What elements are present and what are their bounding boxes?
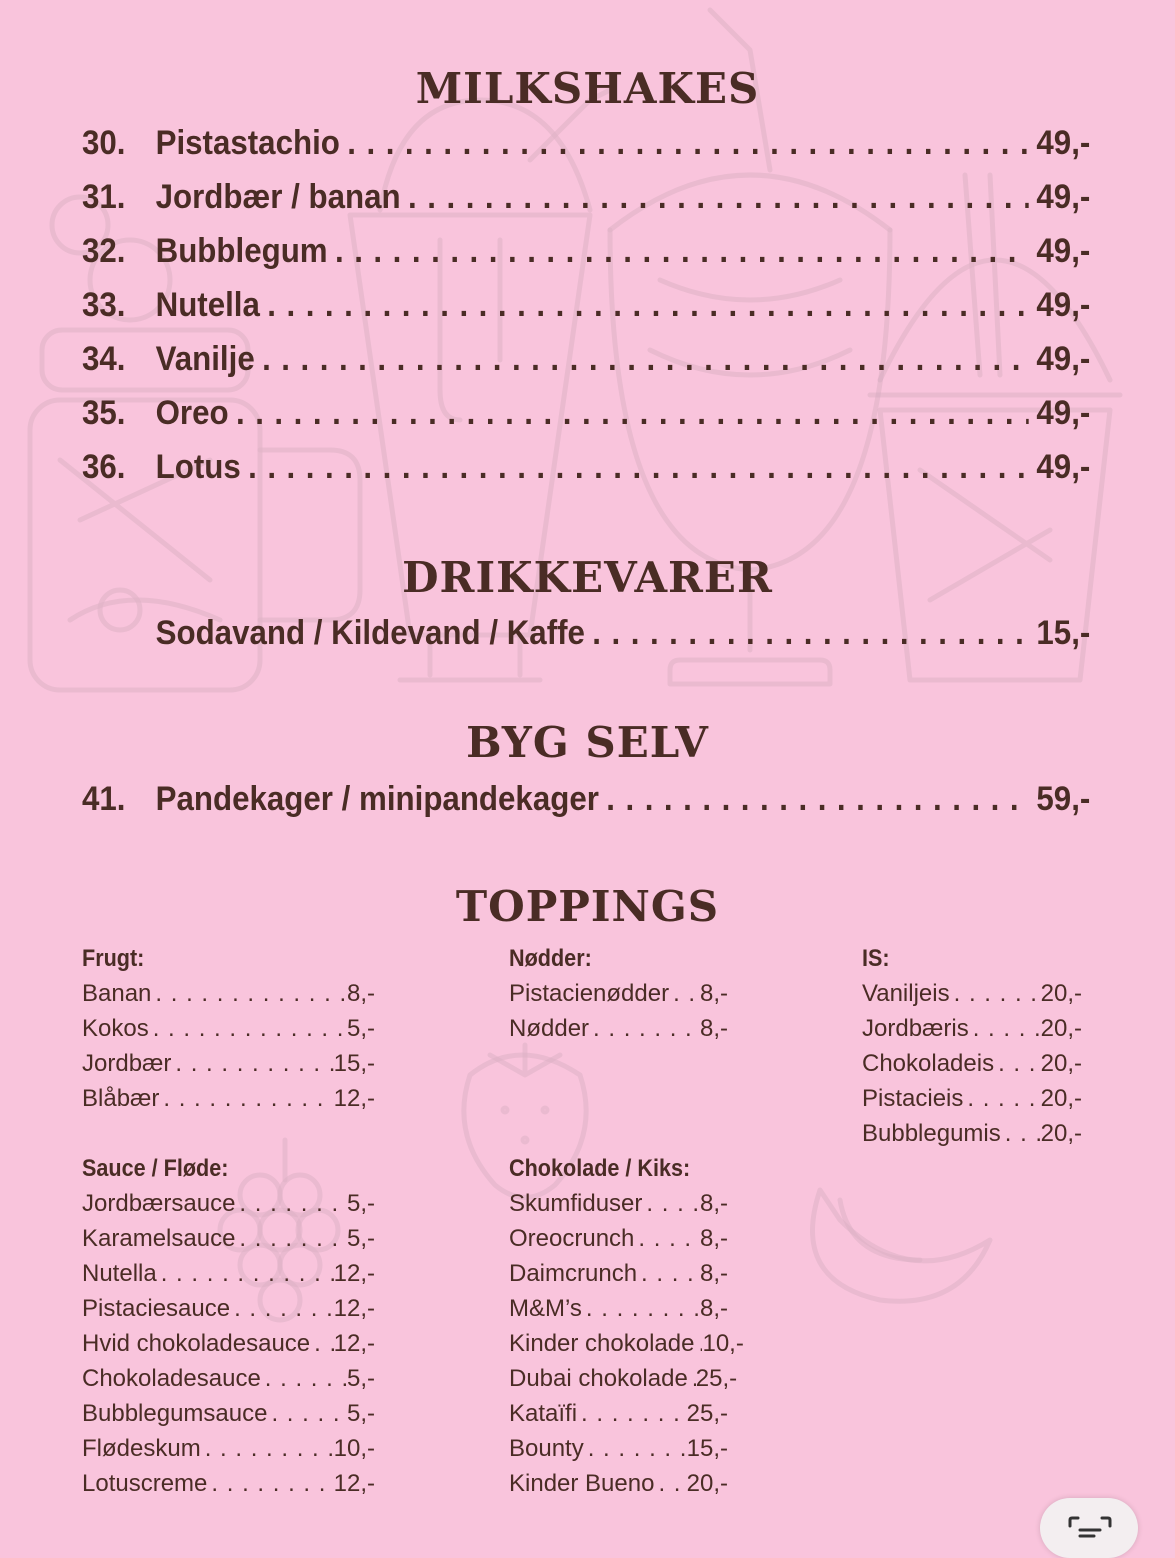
milkshakes-heading: MILKSHAKES (415, 64, 760, 113)
topping-price: 5,- (346, 1225, 375, 1252)
dot-leader (267, 278, 1029, 332)
topping-item (82, 1431, 375, 1466)
topping-price: 20,- (1040, 1085, 1082, 1112)
topping-list (509, 976, 728, 1046)
topping-item (82, 1081, 375, 1116)
topping-name: Chokoladesauce (82, 1365, 261, 1392)
topping-name: Jordbærsauce (82, 1190, 236, 1217)
dot-leader (963, 1081, 1040, 1116)
topping-list (82, 1186, 375, 1501)
topping-item (862, 1081, 1082, 1116)
topping-name: Bubblegumsauce (82, 1400, 268, 1427)
topping-price: 8,- (699, 1015, 728, 1042)
topping-name: Nutella (82, 1260, 157, 1287)
topping-name: Flødeskum (82, 1435, 201, 1462)
topping-price: 12,- (333, 1295, 375, 1322)
topping-item (509, 1431, 728, 1466)
toppings-noedder-group (509, 941, 728, 1046)
dot-leader (606, 772, 1029, 826)
dot-leader (248, 440, 1029, 494)
item-price: 49,- (1036, 394, 1091, 432)
topping-price: 5,- (346, 1400, 375, 1427)
dot-leader (230, 1291, 334, 1326)
item-price: 49,- (1036, 232, 1091, 270)
dot-leader (159, 1081, 333, 1116)
banana-icon (813, 1190, 991, 1301)
dot-leader (592, 606, 1029, 660)
topping-item (82, 1361, 375, 1396)
scan-text-icon (1068, 1516, 1112, 1546)
topping-name: Kinder Bueno (509, 1470, 655, 1497)
item-number: 41. (82, 780, 126, 818)
dot-leader (236, 386, 1029, 440)
item-price: 15,- (1036, 614, 1091, 652)
topping-price: 25,- (695, 1365, 738, 1392)
item-number: 32. (82, 232, 126, 270)
dot-leader (310, 1326, 334, 1361)
item-price: 59,- (1036, 780, 1091, 818)
topping-price: 20,- (1040, 1120, 1082, 1147)
topping-name: Dubai chokolade (509, 1365, 688, 1392)
topping-item (82, 1186, 375, 1221)
topping-item (509, 1466, 728, 1501)
item-price: 49,- (1036, 178, 1091, 216)
dot-leader (347, 116, 1029, 170)
topping-price: 12,- (333, 1470, 375, 1497)
topping-item (509, 1221, 728, 1256)
topping-name: Pistacieis (862, 1085, 964, 1112)
dot-leader (235, 1221, 347, 1256)
topping-name: Bubblegumis (862, 1120, 1001, 1147)
topping-name: Blåbær (82, 1085, 160, 1112)
topping-name: Bounty (509, 1435, 584, 1462)
topping-item (82, 1046, 375, 1081)
topping-item (82, 1221, 375, 1256)
item-name: Pandekager / minipandekager (155, 780, 599, 818)
topping-list (82, 976, 375, 1116)
menu-item (82, 170, 1090, 224)
dot-leader (408, 170, 1029, 224)
toppings-is-group (862, 941, 1082, 1151)
drikkevarer-list (82, 606, 1090, 660)
menu-item (82, 332, 1090, 386)
dot-leader (589, 1011, 700, 1046)
milkshakes-list (82, 116, 1090, 494)
topping-item (82, 1466, 375, 1501)
topping-name: Oreocrunch (509, 1225, 635, 1252)
topping-list (509, 1186, 744, 1501)
group-title: IS: (862, 945, 890, 972)
topping-name: Pistaciesauce (82, 1295, 231, 1322)
dot-leader (669, 976, 700, 1011)
dot-leader (969, 1011, 1041, 1046)
item-name: Sodavand / Kildevand / Kaffe (155, 614, 585, 652)
menu-item (82, 386, 1090, 440)
dot-leader (654, 1466, 686, 1501)
topping-item (509, 1396, 728, 1431)
topping-item (509, 1011, 728, 1046)
dot-leader (637, 1256, 700, 1291)
group-title: Frugt: (82, 945, 145, 972)
topping-item (82, 1011, 375, 1046)
topping-item (862, 976, 1082, 1011)
topping-price: 8,- (699, 1260, 728, 1287)
dot-leader (584, 1431, 687, 1466)
topping-item (509, 976, 728, 1011)
dot-leader (201, 1431, 334, 1466)
topping-list (862, 976, 1082, 1151)
topping-item (862, 1046, 1082, 1081)
item-price: 49,- (1036, 340, 1091, 378)
topping-price: 12,- (333, 1085, 375, 1112)
topping-item (862, 1011, 1082, 1046)
topping-price: 12,- (333, 1330, 375, 1357)
topping-price: 20,- (1040, 1015, 1082, 1042)
dot-leader (634, 1221, 700, 1256)
item-price: 49,- (1036, 286, 1091, 324)
item-number: 33. (82, 286, 126, 324)
topping-name: Kinder chokolade (509, 1330, 695, 1357)
dot-leader (950, 976, 1041, 1011)
topping-price: 20,- (1040, 980, 1082, 1007)
group-title: Sauce / Fløde: (82, 1155, 229, 1182)
dot-leader (577, 1396, 687, 1431)
item-name: Bubblegum (155, 232, 328, 270)
topping-price: 10,- (333, 1435, 375, 1462)
topping-item (82, 1326, 375, 1361)
dot-leader (642, 1186, 700, 1221)
topping-price: 20,- (686, 1470, 728, 1497)
item-price: 49,- (1036, 124, 1091, 162)
dot-leader (149, 1011, 347, 1046)
scan-text-button[interactable] (1040, 1498, 1138, 1558)
dot-leader (1001, 1116, 1041, 1151)
item-number: 34. (82, 340, 126, 378)
topping-price: 8,- (699, 1190, 728, 1217)
dot-leader (688, 1361, 696, 1396)
topping-name: Lotuscreme (82, 1470, 208, 1497)
byg-selv-heading: BYG SELV (466, 718, 709, 767)
topping-name: Karamelsauce (82, 1225, 236, 1252)
menu-item (82, 116, 1090, 170)
dot-leader (157, 1256, 334, 1291)
topping-price: 25,- (686, 1400, 728, 1427)
topping-name: Vaniljeis (862, 980, 950, 1007)
menu-item (82, 606, 1090, 660)
topping-price: 8,- (699, 980, 728, 1007)
dot-leader (335, 224, 1029, 278)
topping-name: Nødder (509, 1015, 590, 1042)
topping-item (82, 1256, 375, 1291)
topping-name: Pistacienødder (509, 980, 670, 1007)
topping-price: 12,- (333, 1260, 375, 1287)
menu-item (82, 224, 1090, 278)
item-price: 49,- (1036, 448, 1091, 486)
topping-price: 5,- (346, 1015, 375, 1042)
dot-leader (582, 1291, 700, 1326)
item-number: 31. (82, 178, 126, 216)
topping-item (509, 1256, 728, 1291)
topping-price: 5,- (346, 1190, 375, 1217)
topping-item (862, 1116, 1082, 1151)
dot-leader (267, 1396, 347, 1431)
item-number: 30. (82, 124, 126, 162)
topping-item (509, 1186, 728, 1221)
dot-leader (151, 976, 347, 1011)
byg-selv-list (82, 772, 1090, 826)
group-title: Chokolade / Kiks: (509, 1155, 691, 1182)
topping-name: Banan (82, 980, 152, 1007)
toppings-chokolade-group (509, 1151, 744, 1501)
topping-price: 20,- (1040, 1050, 1082, 1077)
topping-item (82, 1396, 375, 1431)
topping-name: Jordbær (82, 1050, 172, 1077)
item-name: Lotus (155, 448, 241, 486)
topping-name: Chokoladeis (862, 1050, 995, 1077)
topping-item (82, 976, 375, 1011)
item-name: Vanilje (155, 340, 255, 378)
topping-item (509, 1361, 738, 1396)
menu-item (82, 440, 1090, 494)
topping-item (509, 1326, 744, 1361)
group-title: Nødder: (509, 945, 592, 972)
topping-price: 15,- (686, 1435, 728, 1462)
topping-item (509, 1291, 728, 1326)
topping-price: 8,- (346, 980, 375, 1007)
topping-name: Skumfiduser (509, 1190, 643, 1217)
topping-name: M&M’s (509, 1295, 582, 1322)
topping-price: 10,- (702, 1330, 744, 1357)
dot-leader (261, 1361, 347, 1396)
topping-price: 15,- (333, 1050, 375, 1077)
topping-name: Kataïfi (509, 1400, 578, 1427)
dot-leader (207, 1466, 333, 1501)
menu-item (82, 772, 1090, 826)
topping-name: Daimcrunch (509, 1260, 638, 1287)
toppings-heading: TOPPINGS (455, 882, 720, 931)
menu-item (82, 278, 1090, 332)
item-name: Nutella (155, 286, 260, 324)
dot-leader (994, 1046, 1041, 1081)
toppings-frugt-group (82, 941, 375, 1116)
topping-item (82, 1291, 375, 1326)
item-name: Pistastachio (155, 124, 340, 162)
topping-price: 5,- (346, 1365, 375, 1392)
topping-name: Hvid chokoladesauce (82, 1330, 311, 1357)
topping-price: 8,- (699, 1225, 728, 1252)
dot-leader (694, 1326, 702, 1361)
item-name: Jordbær / banan (155, 178, 401, 216)
item-name: Oreo (155, 394, 229, 432)
toppings-sauce-group (82, 1151, 375, 1501)
drikkevarer-heading: DRIKKEVARER (402, 553, 773, 602)
item-number: 36. (82, 448, 126, 486)
topping-name: Jordbæris (862, 1015, 969, 1042)
topping-price: 8,- (699, 1295, 728, 1322)
dot-leader (171, 1046, 333, 1081)
item-number: 35. (82, 394, 126, 432)
dot-leader (235, 1186, 347, 1221)
topping-name: Kokos (82, 1015, 149, 1042)
dot-leader (262, 332, 1029, 386)
